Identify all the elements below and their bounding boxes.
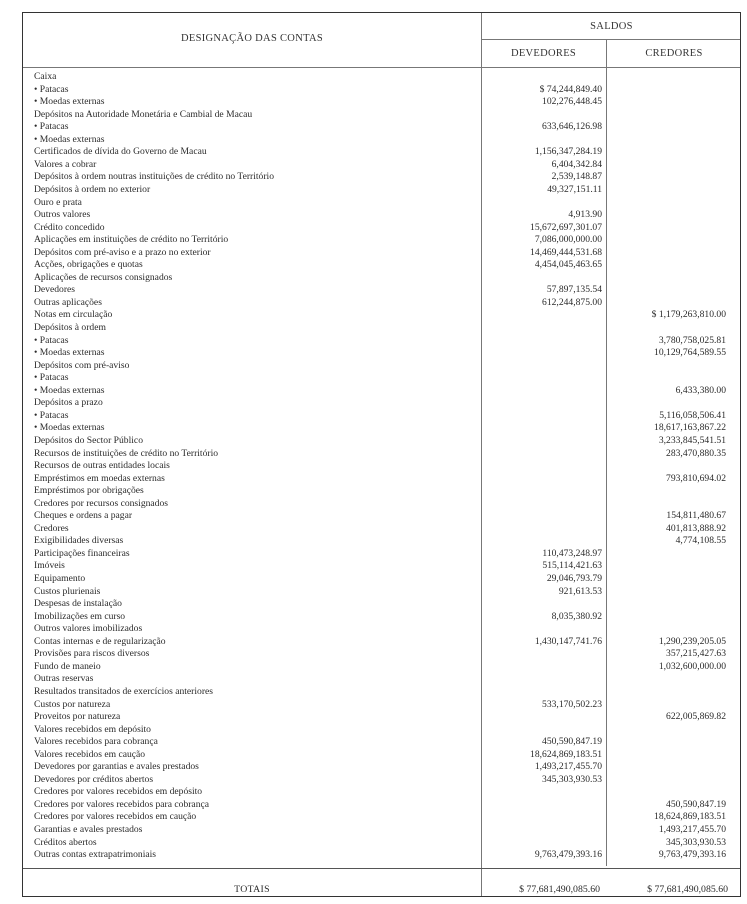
account-name: Credores	[34, 522, 69, 534]
debit-balance: 8,035,380.92	[551, 610, 602, 622]
table-row	[23, 435, 742, 448]
account-name: Contas internas e de regularização	[34, 635, 166, 647]
table-row	[23, 397, 742, 410]
table-row	[23, 96, 742, 109]
debit-balance: 14,469,444,531.68	[530, 246, 602, 258]
table-row	[23, 247, 742, 260]
account-name: Valores recebidos em depósito	[34, 723, 151, 735]
account-name: Ouro e prata	[34, 196, 82, 208]
table-row	[23, 523, 742, 536]
table-row	[23, 473, 742, 486]
account-name: Valores a cobrar	[34, 158, 97, 170]
table-row	[23, 799, 742, 812]
account-name: Empréstimos por obrigações	[34, 485, 144, 497]
table-row	[23, 284, 742, 297]
account-name: • Moedas externas	[34, 96, 105, 108]
account-name: • Patacas	[34, 409, 69, 421]
account-name: Exigibilidades diversas	[34, 535, 124, 547]
account-name: Garantias e avales prestados	[34, 824, 143, 835]
credit-balance: 1,493,217,455.70	[658, 824, 726, 835]
table-row	[23, 259, 742, 272]
debit-balance: 4,454,045,463.65	[534, 259, 602, 271]
debit-balance: 7,086,000,000.00	[534, 234, 602, 246]
account-name: Custos plurienais	[34, 585, 101, 597]
credit-balance: $ 1,179,263,810.00	[651, 309, 726, 321]
debit-balance: 110,473,248.97	[542, 547, 602, 559]
debit-balance: 15,672,697,301.07	[530, 221, 602, 233]
table-row	[23, 322, 742, 335]
credit-balance: 5,116,058,506.41	[659, 409, 726, 421]
debit-balance: 9,763,479,393.16	[534, 849, 602, 861]
account-name: Cheques e ordens a pagar	[34, 510, 133, 522]
totals-label: TOTAIS	[234, 884, 270, 895]
table-row	[23, 159, 742, 172]
table-row	[23, 636, 742, 649]
table-row	[23, 598, 742, 611]
account-name: Equipamento	[34, 573, 86, 584]
account-name: Depósitos à ordem noutras instituições de crédito no Território	[34, 171, 275, 183]
totals-credores: $ 77,681,490,085.60	[647, 884, 728, 895]
account-name: Devedores	[34, 284, 76, 296]
account-name: • Moedas externas	[34, 422, 105, 434]
account-name: Participações financeiras	[34, 547, 130, 559]
table-row	[23, 385, 742, 398]
debit-balance: 4,913.90	[568, 209, 602, 221]
table-row	[23, 209, 742, 222]
account-name: Recursos de instituições de crédito no Território	[34, 447, 219, 459]
debit-balance: 515,114,421.63	[542, 560, 602, 572]
table-row	[23, 485, 742, 498]
table-row	[23, 234, 742, 247]
accounts-balance-table	[22, 12, 741, 897]
table-row	[23, 661, 742, 674]
header-credores: CREDORES	[645, 48, 703, 59]
debit-balance: 57,897,135.54	[546, 284, 602, 296]
account-name: Credores por valores recebidos em caução	[34, 811, 197, 823]
table-row	[23, 134, 742, 147]
table-row	[23, 498, 742, 511]
account-name: Devedores por créditos abertos	[34, 773, 154, 785]
table-row	[23, 222, 742, 235]
account-name: Certificados de dívida do Governo de Macau	[34, 146, 207, 158]
account-name: • Patacas	[34, 372, 69, 384]
account-name: Outras contas extrapatrimoniais	[34, 849, 157, 861]
table-row	[23, 774, 742, 787]
credit-balance: 9,763,479,393.16	[658, 849, 726, 861]
table-row	[23, 448, 742, 461]
totals-devedores: $ 77,681,490,085.60	[519, 884, 600, 895]
debit-balance: 2,539,148.87	[551, 171, 602, 183]
account-name: Depósitos com pré-aviso	[34, 359, 130, 371]
table-row	[23, 786, 742, 799]
table-row	[23, 460, 742, 473]
debit-balance: 6,404,342.84	[551, 158, 602, 170]
credit-balance: 357,215,427.63	[666, 648, 726, 660]
table-row	[23, 335, 742, 348]
table-row	[23, 849, 742, 862]
table-row	[23, 535, 742, 548]
debit-balance: $ 74,244,849.40	[539, 83, 602, 95]
credit-balance: 18,624,869,183.51	[654, 811, 726, 823]
account-name: Outras reservas	[34, 673, 94, 685]
account-name: Valores recebidos para cobrança	[34, 736, 158, 748]
table-row	[23, 71, 742, 84]
credit-balance: 622,005,869.82	[666, 711, 726, 723]
account-name: Depósitos à ordem	[34, 322, 106, 333]
table-row	[23, 171, 742, 184]
table-row	[23, 673, 742, 686]
account-name: Outras aplicações	[34, 296, 102, 308]
table-row	[23, 611, 742, 624]
header-divider	[481, 39, 740, 40]
account-name: Notas em circulação	[34, 309, 113, 321]
account-name: Proveitos por natureza	[34, 711, 121, 723]
account-name: Depósitos na Autoridade Monetária e Cambial de Macau	[34, 108, 253, 120]
header-saldos: SALDOS	[590, 21, 633, 32]
table-row	[23, 109, 742, 122]
header-divider	[23, 67, 740, 68]
table-row	[23, 372, 742, 385]
account-name: Caixa	[34, 71, 57, 82]
table-row	[23, 309, 742, 322]
account-name: Credores por recursos consignados	[34, 497, 169, 509]
header-designacao: DESIGNAÇÃO DAS CONTAS	[181, 33, 323, 44]
table-row	[23, 811, 742, 824]
table-row	[23, 711, 742, 724]
table-row	[23, 736, 742, 749]
table-row	[23, 686, 742, 699]
table-row	[23, 197, 742, 210]
credit-balance: 793,810,694.02	[666, 472, 726, 484]
account-name: Imóveis	[34, 560, 65, 572]
account-name: Resultados transitados de exercícios anteriores	[34, 685, 214, 697]
debit-balance: 102,276,448.45	[542, 96, 602, 108]
table-row	[23, 648, 742, 661]
debit-balance: 1,156,347,284.19	[534, 146, 602, 158]
debit-balance: 345,303,930.53	[542, 773, 602, 785]
account-name: Crédito concedido	[34, 221, 105, 233]
account-name: Despesas de instalação	[34, 598, 122, 610]
credit-balance: 3,233,845,541.51	[658, 434, 726, 446]
table-row	[23, 146, 742, 159]
table-row	[23, 410, 742, 423]
account-name: Depósitos a prazo	[34, 397, 103, 409]
debit-balance: 612,244,875.00	[542, 296, 602, 308]
account-name: Imobilizações em curso	[34, 610, 126, 622]
debit-balance: 1,430,147,741.76	[534, 635, 602, 647]
account-name: Acções, obrigações e quotas	[34, 259, 143, 271]
account-name: • Moedas externas	[34, 347, 105, 359]
debit-balance: 921,613.53	[558, 585, 602, 597]
account-name: Depósitos do Sector Público	[34, 434, 143, 446]
account-name: Provisões para riscos diversos	[34, 648, 150, 660]
totals-divider	[23, 868, 740, 869]
account-name: Recursos de outras entidades locais	[34, 460, 170, 472]
credit-balance: 6,433,380.00	[675, 384, 726, 396]
account-name: Aplicações de recursos consignados	[34, 271, 173, 283]
credit-balance: 10,129,764,589.55	[654, 347, 726, 359]
credit-balance: 4,774,108.55	[675, 535, 726, 547]
table-row	[23, 548, 742, 561]
table-row	[23, 510, 742, 523]
debit-balance: 49,327,151.11	[547, 183, 602, 195]
debit-balance: 18,624,869,183.51	[530, 748, 602, 760]
account-name: Devedores por garantias e avales prestados	[34, 761, 199, 773]
table-row	[23, 84, 742, 97]
credit-balance: 18,617,163,867.22	[654, 422, 726, 434]
account-name: Credores por valores recebidos para cobrança	[34, 798, 210, 810]
account-name: Créditos abertos	[34, 836, 97, 848]
table-row	[23, 347, 742, 360]
table-row	[23, 724, 742, 737]
credit-balance: 283,470,880.35	[666, 447, 726, 459]
table-row	[23, 121, 742, 134]
account-name: Credores por valores recebidos em depósito	[34, 786, 203, 798]
table-row	[23, 699, 742, 712]
account-name: Fundo de maneio	[34, 660, 101, 672]
credit-balance: 3,780,758,025.81	[658, 334, 726, 346]
debit-balance: 1,493,217,455.70	[534, 761, 602, 773]
account-name: Depósitos com pré-aviso e a prazo no exterior	[34, 246, 211, 258]
account-name: • Patacas	[34, 121, 69, 133]
table-row	[23, 623, 742, 636]
account-name: Outros valores imobilizados	[34, 623, 143, 635]
credit-balance: 450,590,847.19	[666, 798, 726, 810]
table-row	[23, 272, 742, 285]
credit-balance: 345,303,930.53	[666, 836, 726, 848]
table-row	[23, 761, 742, 774]
account-name: Empréstimos em moedas externas	[34, 472, 165, 484]
table-row	[23, 422, 742, 435]
credit-balance: 401,813,888.92	[666, 522, 726, 534]
table-row	[23, 586, 742, 599]
debit-balance: 450,590,847.19	[542, 736, 602, 748]
header-devedores: DEVEDORES	[510, 48, 577, 59]
credit-balance: 1,032,600,000.00	[658, 660, 726, 672]
debit-balance: 633,646,126.98	[542, 121, 602, 133]
account-name: Depósitos à ordem no exterior	[34, 183, 151, 195]
table-row	[23, 184, 742, 197]
account-name: Custos por natureza	[34, 698, 111, 710]
account-name: • Moedas externas	[34, 133, 105, 145]
account-name: • Patacas	[34, 83, 69, 95]
debit-balance: 29,046,793.79	[546, 573, 602, 584]
account-name: Outros valores	[34, 209, 91, 221]
account-name: • Patacas	[34, 334, 69, 346]
credit-balance: 154,811,480.67	[666, 510, 726, 522]
table-row	[23, 837, 742, 850]
debit-balance: 533,170,502.23	[542, 698, 602, 710]
table-row	[23, 749, 742, 762]
table-row	[23, 573, 742, 586]
account-name: Valores recebidos em caução	[34, 748, 146, 760]
account-name: Aplicações em instituições de crédito no Território	[34, 234, 229, 246]
table-row	[23, 297, 742, 310]
table-row	[23, 560, 742, 573]
table-row	[23, 824, 742, 837]
table-row	[23, 360, 742, 373]
account-name: • Moedas externas	[34, 384, 105, 396]
credit-balance: 1,290,239,205.05	[658, 635, 726, 647]
